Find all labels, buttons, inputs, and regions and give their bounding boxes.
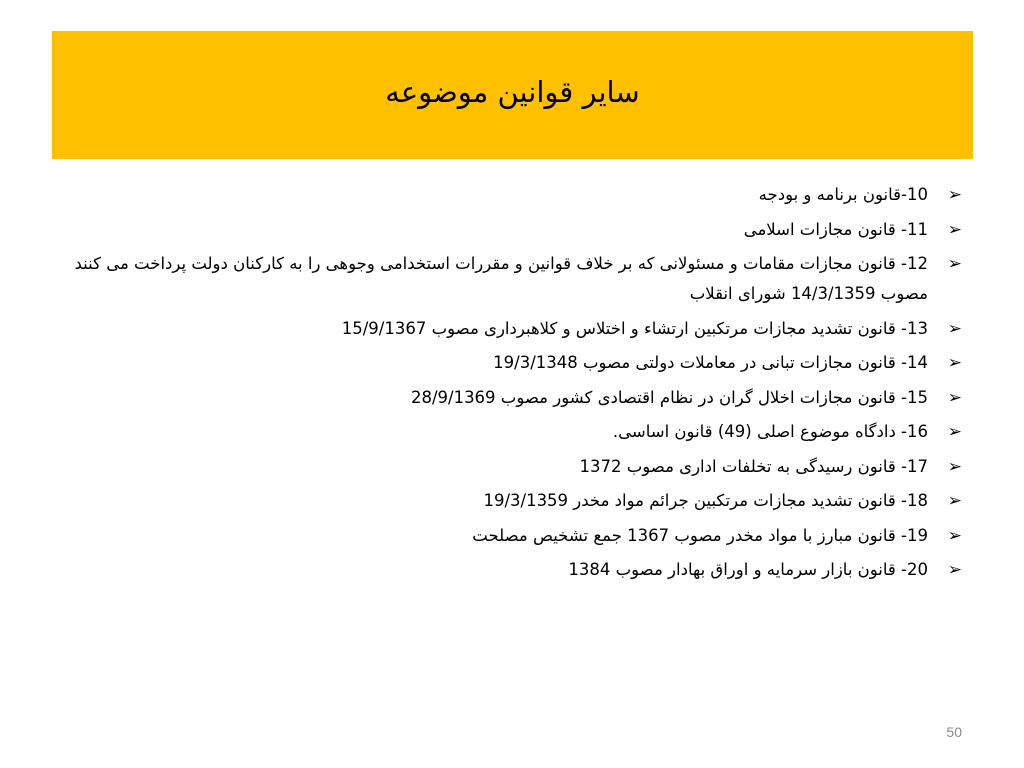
arrow-bullet-icon: ➢ bbox=[947, 185, 962, 205]
bullet-item bbox=[56, 249, 962, 309]
arrow-bullet-icon: ➢ bbox=[947, 422, 962, 442]
bullet-text: 10-قانون برنامه و بودجه bbox=[758, 185, 928, 204]
arrow-bullet-icon: ➢ bbox=[947, 318, 962, 339]
arrow-bullet-icon: ➢ bbox=[947, 456, 962, 477]
bullet-item bbox=[56, 348, 962, 378]
arrow-bullet-icon: ➢ bbox=[947, 525, 962, 546]
title-bar bbox=[52, 31, 973, 159]
bullet-item bbox=[56, 417, 962, 447]
bullet-text: 14- قانون مجازات تبانی در معاملات دولتی مصوب 19/3/1348 bbox=[493, 353, 928, 372]
bullet-item bbox=[56, 555, 962, 585]
bullet-item bbox=[56, 180, 962, 210]
bullet-text: 11- قانون مجازات اسلامی bbox=[743, 219, 928, 239]
bullet-item bbox=[56, 486, 962, 516]
page-number: 50 bbox=[946, 724, 962, 740]
arrow-bullet-icon: ➢ bbox=[947, 491, 962, 511]
arrow-bullet-icon: ➢ bbox=[947, 353, 962, 373]
bullet-text: 19- قانون مبارز با مواد مخدر مصوب 1367 جمع تشخیص مصلحت bbox=[472, 525, 928, 545]
bullet-item bbox=[56, 452, 962, 482]
bullet-text: 17- قانون رسیدگی به تخلفات اداری مصوب 1372 bbox=[579, 456, 928, 476]
bullet-text: 18- قانون تشدید مجازات مرتکبین جرائم مواد مخدر 19/3/1359 bbox=[483, 491, 928, 510]
bullet-list bbox=[56, 180, 962, 590]
bullet-text: 20- قانون بازار سرمایه و اوراق بهادار مصوب 1384 bbox=[568, 560, 928, 579]
bullet-text: 12- قانون مجازات مقامات و مسئولانی که بر خلاف قوانین و مقررات استخدامی وجوهی را به کارکنان دولت پرداخت می کنند مصوب 14/3/1359 شورای انقلاب bbox=[74, 254, 928, 303]
arrow-bullet-icon: ➢ bbox=[947, 387, 962, 408]
slide-title: سایر قوانین موضوعه bbox=[385, 75, 640, 109]
arrow-bullet-icon: ➢ bbox=[947, 219, 962, 240]
bullet-text: 13- قانون تشدید مجازات مرتکبین ارتشاء و اختلاس و کلاهبرداری مصوب 15/9/1367 bbox=[341, 318, 928, 338]
arrow-bullet-icon: ➢ bbox=[947, 560, 962, 580]
bullet-item bbox=[56, 314, 962, 344]
bullet-item bbox=[56, 215, 962, 245]
bullet-text: 15- قانون مجازات اخلال گران در نظام اقتصادی کشور مصوب 28/9/1369 bbox=[410, 387, 928, 407]
bullet-item bbox=[56, 383, 962, 413]
arrow-bullet-icon: ➢ bbox=[947, 254, 962, 274]
bullet-text: 16- دادگاه موضوع اصلی (49) قانون اساسی. bbox=[612, 422, 928, 441]
bullet-item bbox=[56, 521, 962, 551]
